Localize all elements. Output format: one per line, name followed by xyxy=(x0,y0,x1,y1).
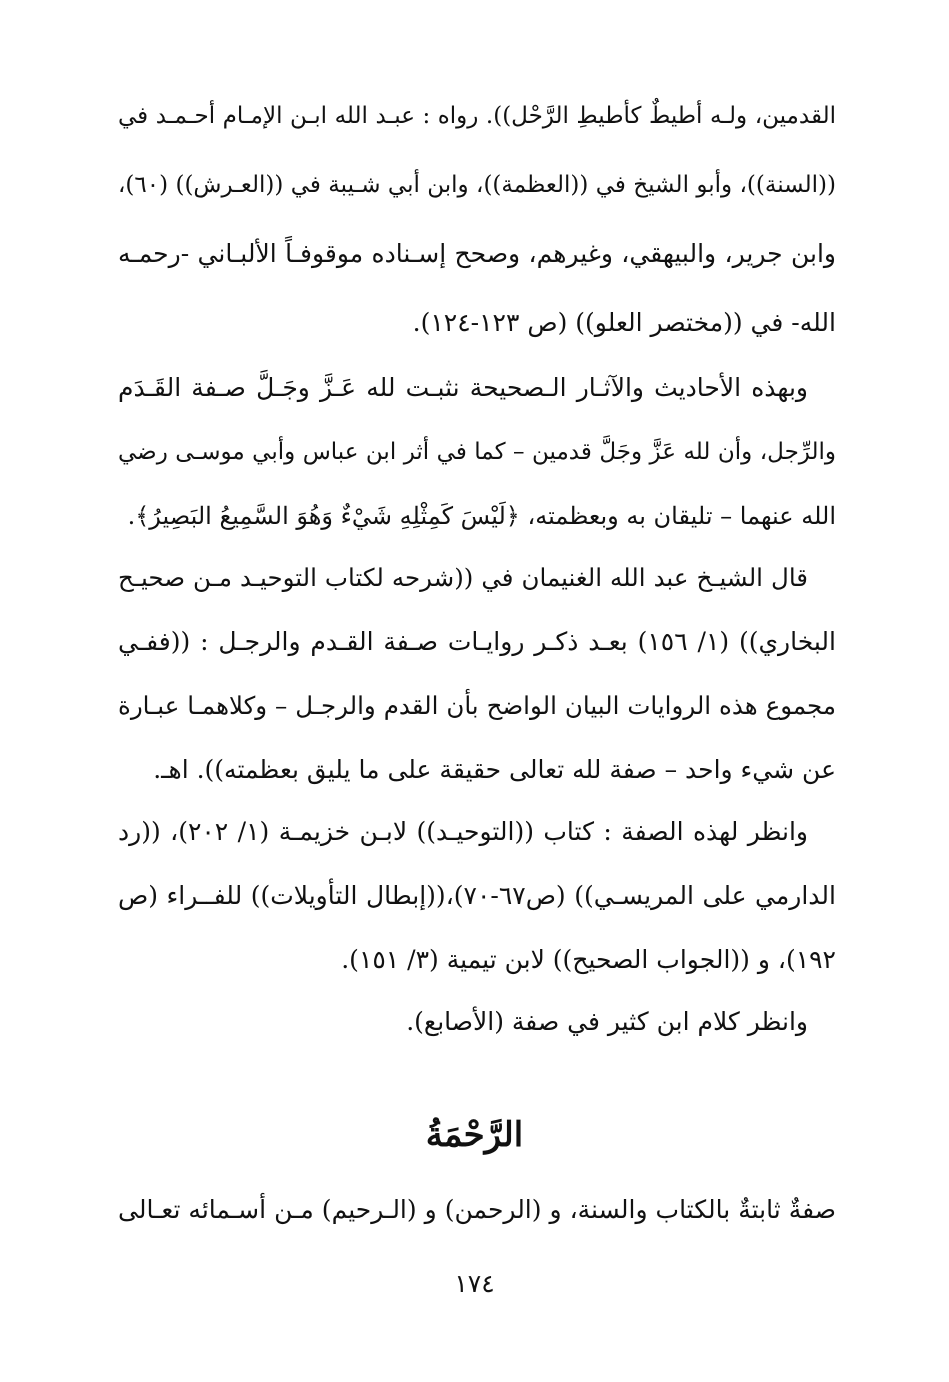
page-number: ١٧٤ xyxy=(454,1269,495,1298)
paragraph-3-line-1: قال الشيـخ عبد الله الغنيمان في ((شرحه لكتاب التوحيـد مـن صحيـح xyxy=(118,563,808,592)
body-line-1: القدمين، ولـه أطيطٌ كأطيطِ الرَّحْل)). رواه : عبـد الله ابـن الإمـام أحـمـد في xyxy=(118,103,836,129)
paragraph-4-line-2: الدارمي على المريسـي)) (ص٦٧-٧٠)،((إبطال التأويلات)) للفــراء (ص xyxy=(118,881,836,910)
paragraph-4-line-3: ١٩٢)، و ((الجواب الصحيح)) لابن تيمية (٣/ ١٥١). xyxy=(341,945,836,974)
paragraph-2-line-3: الله عنهما – تليقان به وبعظمته، ﴿لَيْسَ كَمِثْلِهِ شَيْءٌ وَهُوَ السَّمِيعُ البَصِيرُ﴾. xyxy=(127,502,836,530)
paragraph-3-line-3: مجموع هذه الروايات البيان الواضح بأن القدم والرجـل – وكلاهمـا عبـارة xyxy=(118,691,836,720)
body-line-4: الله- في ((مختصر العلو)) (ص ١٢٣-١٢٤). xyxy=(412,308,836,337)
section-heading: الرَّحْمَةُ xyxy=(425,1115,524,1155)
paragraph-3-line-2: البخاري)) (١/ ١٥٦) بعـد ذكـر روايـات صـفة القـدم والرجـل : ((ففـي xyxy=(118,627,836,656)
body-line-3: وابن جرير، والبيهقي، وغيرهم، وصحح إسـناده موقوفـاً الألبـاني -رحمـه xyxy=(118,239,836,268)
paragraph-4-line-1: وانظر لهذه الصفة : كتاب ((التوحيـد)) لابـن خزيمـة (١/ ٢٠٢)، ((رد xyxy=(118,817,808,846)
body-line-2: ((السنة))، وأبو الشيخ في ((العظمة))، وابن أبي شـيبة في ((العـرش)) (٦٠)، xyxy=(118,172,836,198)
paragraph-2-line-2: والرِّجل، وأن لله عَزَّ وجَلَّ قدمين – كما في أثر ابن عباس وأبي موسـى رضي xyxy=(118,439,836,465)
section-first-line: صفةٌ ثابتةٌ بالكتاب والسنة، و (الرحمن) و (الـرحيم) مـن أسـمائه تعـالى xyxy=(118,1195,836,1224)
paragraph-3-line-4: عن شيء واحد – صفة لله تعالى حقيقة على ما يليق بعظمته)). اهـ. xyxy=(153,755,836,784)
paragraph-5-line-1: وانظر كلام ابن كثير في صفة (الأصابع). xyxy=(406,1007,808,1036)
paragraph-2-line-1: وبهذه الأحاديث والآثـار الـصحيحة نثبـت لله عَـزَّ وجَـلَّ صـفة القَـدَم xyxy=(118,373,808,402)
